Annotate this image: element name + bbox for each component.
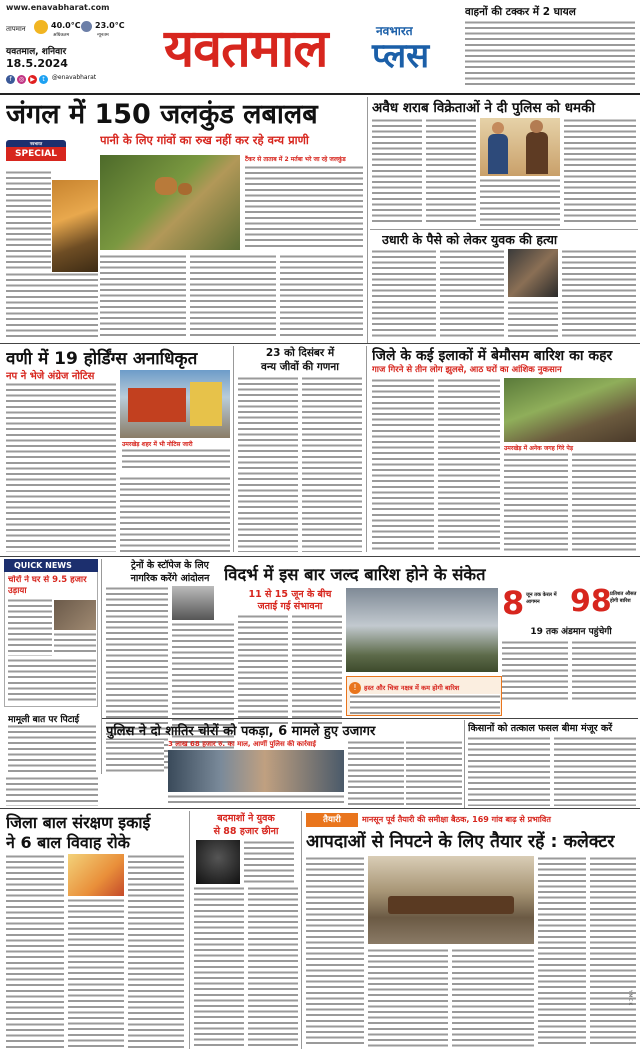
robbery-body-3: [248, 886, 298, 1048]
mid-left-body: [6, 776, 98, 806]
folio-code: Y M C K: [628, 990, 633, 1006]
monsoon-body-5: [590, 856, 636, 1048]
train-headline-2: नागरिक करेंगे आंदोलन: [130, 573, 210, 584]
logo-main: यवतमाल: [164, 19, 328, 79]
thieves-subhead: 3 लाख 68 हजार रु. का माल, आर्णी पुलिस की कार्रवाई: [168, 740, 316, 748]
child-body-1: [6, 854, 64, 1048]
vidarbha-subhead: 11 से 15 जून के बीच: [248, 589, 332, 600]
robbery-illustration: [196, 840, 240, 884]
vidarbha-body-4: [572, 640, 636, 700]
facebook-icon[interactable]: f: [6, 75, 15, 84]
thieves-body-1: [106, 740, 164, 774]
rain-body-4: [572, 452, 636, 552]
robbery-headline-2: से 88 हजार छीना: [213, 826, 279, 837]
thieves-body-2: [348, 740, 404, 806]
youtube-icon[interactable]: ▶: [28, 75, 37, 84]
hoardings-photo-caption: उमरखेड़ शहर में भी नोटिस जारी: [122, 441, 193, 448]
nakshatra-body: [350, 694, 500, 714]
lead-headline: जंगल में 150 जलकुंड लबालब: [6, 99, 318, 130]
loan-body-2: [440, 249, 504, 339]
loan-body-3: [508, 300, 558, 339]
vidarbha-body-2: [292, 614, 342, 724]
liquor-body-2: [426, 118, 476, 226]
stat-rainfall: [570, 584, 638, 620]
crop-body-2: [554, 736, 636, 806]
quick-news-body-2: [8, 724, 96, 772]
social-handle[interactable]: @enavabharat: [51, 74, 97, 81]
loan-body-1: [372, 249, 436, 339]
hoardings-body-2: [120, 476, 230, 552]
thieves-headline: पुलिस ने दो शातिर चोरों को पकड़ा, 6 मामले हुए उजागर: [106, 724, 376, 739]
lead-caption-body: [245, 165, 363, 250]
liquor-body-1: [372, 118, 422, 226]
census-headline-2: वन्य जीवों की गणना: [261, 361, 339, 373]
stat-rainfall-number: 98: [570, 584, 612, 619]
hoardings-body-1: [6, 382, 116, 552]
issue-date: 18.5.2024: [6, 57, 68, 70]
rain-body-1: [372, 378, 434, 552]
temp-min: 23.0°C: [95, 21, 125, 30]
hoardings-caption-body: [122, 448, 230, 472]
logo-nav: नवभारत: [376, 24, 413, 38]
crop-headline: किसानों को तत्काल फसल बीमा मंजूर करें: [468, 723, 613, 734]
moon-icon: [81, 21, 92, 32]
lead-body-row: [6, 272, 98, 340]
stat-kerala-number: 8: [502, 584, 525, 622]
lead-body-col1: [6, 170, 51, 270]
child-headline-2: ने 6 बाल विवाह रोके: [6, 833, 130, 852]
quick-news-body-1c: [8, 658, 96, 704]
stat-rainfall-label: प्रतिशत औसत होगी बारिश: [610, 591, 637, 604]
monsoon-body-1: [306, 856, 364, 1048]
temp-min-label: न्यूनतम: [97, 33, 109, 38]
lead-photo-caption: टैंकर से ताताब में 2 मर्तबा भरे जा रहे जलकुंड: [245, 156, 346, 163]
monsoon-body-2: [368, 948, 448, 1048]
top-right-body: [465, 20, 635, 88]
site-url[interactable]: www.enavabharat.com: [6, 3, 110, 12]
tiger-photo: [52, 180, 98, 272]
liquor-headline: अवैध शराब विक्रेताओं ने दी पुलिस को धमकी: [372, 100, 595, 116]
liquor-body-3: [564, 118, 636, 226]
lead-body-col3: [190, 254, 276, 338]
thieves-body-3: [406, 740, 462, 806]
robbery-headline: बदमाशों ने युवक: [217, 813, 275, 824]
lead-body-col2: [100, 254, 186, 338]
census-body-1: [238, 376, 298, 552]
lead-body-col4: [280, 254, 363, 338]
stat-kerala: [502, 584, 568, 622]
quick-news-body-1: [8, 598, 52, 656]
liquor-caption: [480, 178, 560, 226]
monsoon-body-4: [538, 856, 586, 1048]
stat-kerala-label: जून तक केरल में आगमन: [526, 592, 557, 605]
rain-subhead: गाज गिरने से तीन लोग झुलसे, आठ घरों का आंशिक नुकसान: [372, 365, 562, 375]
special-badge: नवभारत SPECIAL: [6, 140, 66, 166]
lead-subhead: पानी के लिए गांवों का रुख नहीं कर रहे वन्य प्राणी: [100, 133, 309, 147]
quick-news-body-1b: [54, 632, 96, 656]
robbery-body-2: [194, 886, 244, 1048]
rain-photo-caption: उमरखेड़ में अनेक जगह गिरे पेड़: [504, 445, 574, 452]
census-headline: 23 को दिसंबर में: [265, 347, 335, 359]
twitter-icon[interactable]: t: [39, 75, 48, 84]
liquor-illustration: [480, 118, 560, 176]
instagram-icon[interactable]: ◎: [18, 76, 25, 83]
monsoon-headline: मानसून पूर्व तैयारी की समीक्षा बैठक, 169 गांव बाढ़ से प्रभावित: [362, 815, 551, 824]
loan-headline: उधारी के पैसे को लेकर युवक की हत्या: [382, 232, 558, 247]
temp-max: 40.0°C: [51, 21, 81, 30]
deer-photo: [100, 155, 240, 250]
hoardings-subhead: नप ने भेजे अंग्रेज नोटिस: [6, 371, 95, 382]
andaman-headline: 19 तक अंडमान पहुंचेगी: [530, 627, 612, 637]
thieves-photo: [168, 750, 344, 792]
monsoon-meeting-photo: [368, 856, 534, 944]
thieves-photo-caption: [168, 794, 344, 806]
rain-body-3: [504, 452, 568, 552]
robbery-body-1: [244, 840, 294, 884]
vidarbha-body-3: [502, 640, 568, 700]
train-photo: [172, 586, 214, 620]
alert-icon: !: [349, 682, 361, 694]
census-body-2: [302, 376, 362, 552]
loan-body-4: [562, 249, 636, 339]
temp-max-label: अधिकतम: [53, 33, 70, 38]
child-body-2: [68, 898, 124, 1048]
vidarbha-body-1: [238, 614, 288, 724]
vidarbha-clouds-photo: [346, 588, 498, 672]
rain-photo: [504, 378, 636, 442]
city-day: यवतमाल, शनिवार: [6, 47, 67, 57]
crop-body-1: [468, 736, 550, 806]
child-headline: जिला बाल संरक्षण इकाई: [6, 813, 151, 832]
hoardings-headline: वणी में 19 होर्डिंग्स अनाधिकृत: [6, 349, 198, 369]
vidarbha-subhead-2: जताई गई संभावना: [257, 601, 323, 612]
child-illustration: [68, 854, 124, 896]
monsoon-main-headline: आपदाओं से निपटने के लिए तैयार रहें : कलेक्टर: [306, 832, 615, 852]
social-row: [6, 74, 146, 85]
weather-box: [6, 19, 156, 41]
train-headline: ट्रेनों के स्टॉपेज के लिए: [131, 560, 209, 571]
quick-news-headline-2: मामूली बात पर पिटाई: [8, 715, 80, 725]
rain-body-2: [438, 378, 500, 552]
logo-plus: प्लस: [372, 36, 430, 76]
sun-icon: [34, 20, 48, 34]
vidarbha-headline: विदर्भ में इस बार जल्द बारिश होने के संकेत: [224, 565, 486, 584]
hoardings-photo: [120, 370, 230, 438]
nakshatra-headline: हस्त और चित्रा नक्षत्र में कम होगी बारिश: [364, 684, 460, 692]
quick-news-title: QUICK NEWS: [4, 559, 98, 572]
top-right-headline: वाहनों की टक्कर में 2 घायल: [465, 6, 576, 18]
monsoon-tag: तैयारी: [306, 813, 358, 827]
temp-label: तापमान: [6, 25, 26, 33]
quick-news-headline-1: चोरों ने घर से 9.5 हजार उड़ाया: [8, 575, 87, 596]
quick-news-photo: [54, 600, 96, 630]
rain-headline: जिले के कई इलाकों में बेमौसम बारिश का कहर: [372, 348, 613, 364]
monsoon-body-3: [452, 948, 534, 1048]
child-body-3: [128, 854, 184, 1048]
loan-photo: [508, 249, 558, 297]
